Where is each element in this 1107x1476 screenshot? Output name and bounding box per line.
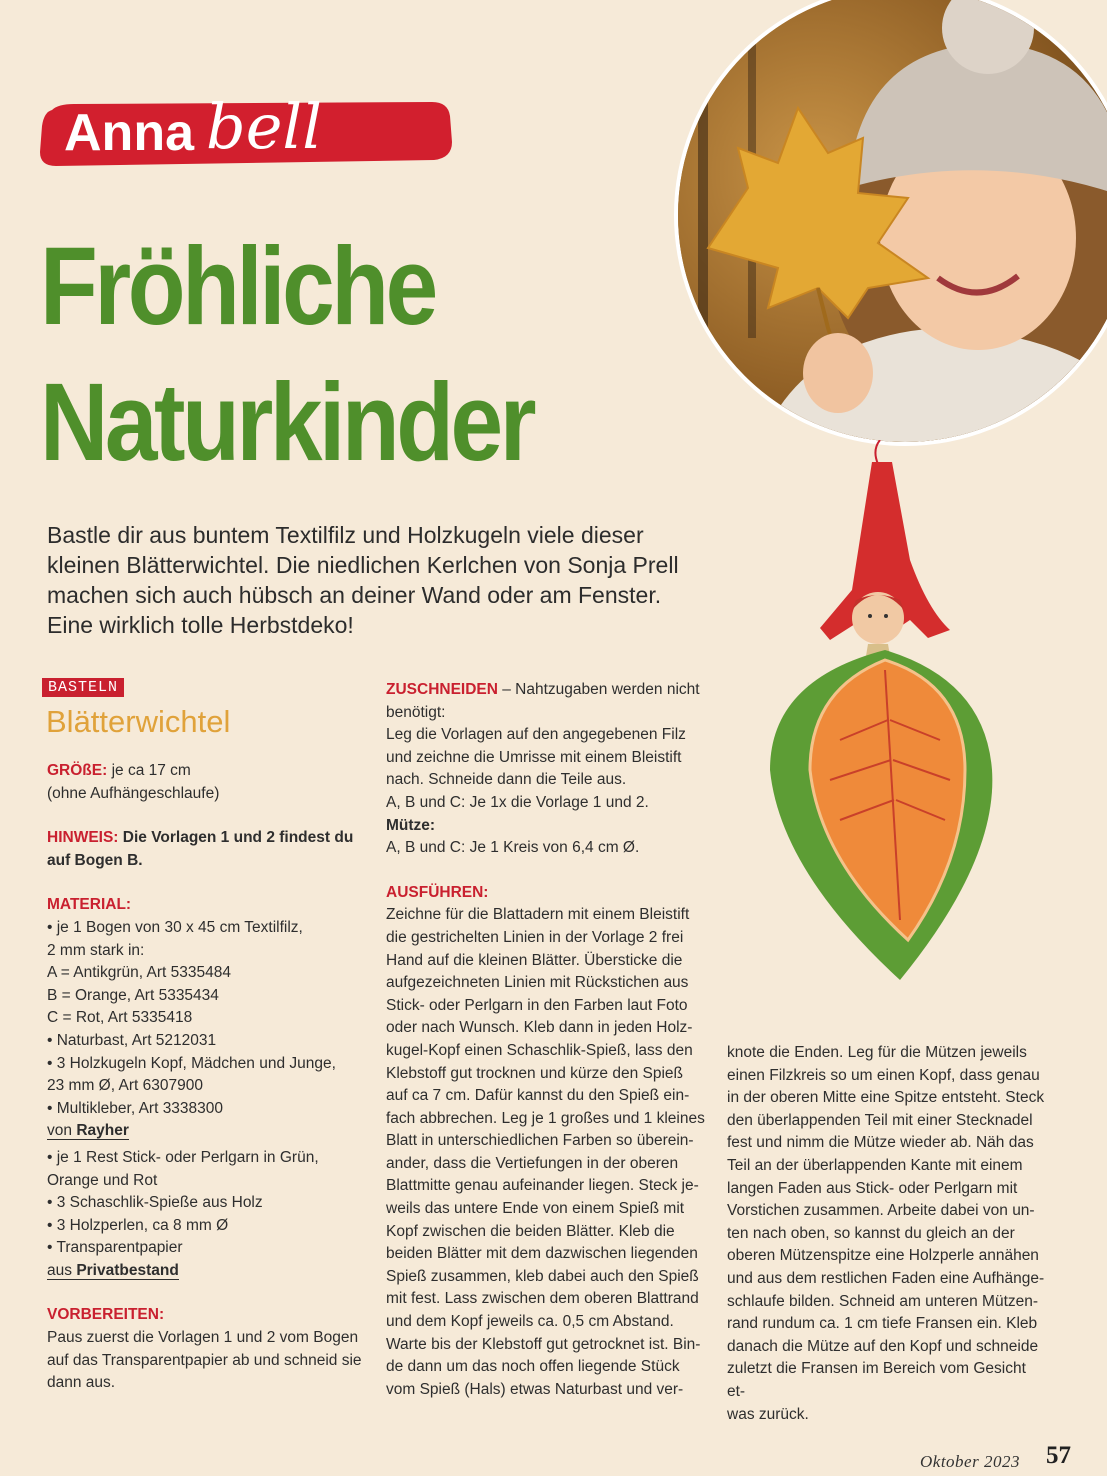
material-line: B = Orange, Art 5335434	[47, 986, 219, 1004]
cut-line-hat: Mütze:	[386, 816, 436, 834]
size-section	[47, 760, 367, 805]
execute-line: beiden Blätter mit dem dazwischen liegenden	[386, 1245, 698, 1263]
material-line: • 3 Schaschlik-Spieße aus Holz	[47, 1194, 263, 1212]
source-name: Privatbestand	[76, 1261, 179, 1279]
source-line	[47, 1262, 179, 1280]
supplier-prefix: von	[47, 1122, 77, 1140]
execute-label: AUSFÜHREN:	[386, 883, 489, 901]
page-number: 57	[1046, 1442, 1071, 1469]
continued-line: schlaufe bilden. Schneid am unteren Mützen-	[727, 1292, 1039, 1310]
continued-line: Vorstichen zusammen. Arbeite dabei von un-	[727, 1202, 1035, 1220]
prepare-line: auf das Transparentpapier ab und schneid sie	[47, 1351, 362, 1369]
execute-line: Kopf zwischen die beiden Blätter. Kleb die	[386, 1222, 675, 1240]
category-tag: BASTELN	[42, 678, 124, 697]
hint-label: HINWEIS:	[47, 829, 119, 847]
execute-line: vom Spieß (Hals) etwas Naturbast und ver-	[386, 1380, 684, 1398]
execute-line: Blattmitte genau aufeinander liegen. Steck je-	[386, 1177, 699, 1195]
material-line: • Naturbast, Art 5212031	[47, 1031, 217, 1049]
material-section	[47, 894, 367, 1282]
material-label: MATERIAL:	[47, 896, 132, 914]
prepare-label: VORBEREITEN:	[47, 1306, 165, 1324]
column-3	[727, 1042, 1047, 1426]
execute-line: Spieß zusammen, kleb dabei auch den Spieß	[386, 1267, 699, 1285]
cut-line: Leg die Vorlagen auf den angegebenen Filz	[386, 726, 686, 744]
column-1	[47, 760, 367, 1395]
issue-date: Oktober 2023	[920, 1452, 1020, 1471]
prepare-section	[47, 1304, 367, 1394]
execute-line: weils das untere Ende von einem Spieß mit	[386, 1200, 685, 1218]
execute-line: Hand auf die kleinen Blätter. Übersticke die	[386, 951, 683, 969]
execute-line: die gestrichelten Linien in der Vorlage 2 frei	[386, 928, 684, 946]
size-value: je ca 17 cm	[107, 762, 191, 779]
continued-line: und aus dem restlichen Faden eine Aufhänge-	[727, 1269, 1045, 1287]
leaf-gnome-craft-illustration	[760, 440, 1010, 1000]
material-line: A = Antikgrün, Art 5335484	[47, 964, 231, 982]
continued-line: fest und nimm die Mütze wieder ab. Näh das	[727, 1134, 1034, 1152]
cut-label: ZUSCHNEIDEN	[386, 681, 498, 698]
execute-line: aufgezeichneten Linien mit Rückstichen aus	[386, 974, 689, 992]
execute-section	[386, 882, 706, 1402]
execute-line: Zeichne für die Blattadern mit einem Bleistift	[386, 906, 690, 924]
logo-text-anna: Anna	[64, 104, 194, 162]
prepare-line: dann aus.	[47, 1374, 116, 1392]
continued-line: einen Filzkreis so um einen Kopf, dass genau	[727, 1066, 1040, 1084]
cut-line: A, B und C: Je 1x die Vorlage 1 und 2.	[386, 793, 649, 811]
project-title: Blätterwichtel	[46, 704, 231, 739]
continued-line: in der oberen Mitte eine Spitze entsteht. Steck	[727, 1089, 1045, 1107]
continued-line: den überlappenden Teil mit einer Stecknadel	[727, 1111, 1033, 1129]
continued-line: ten nach oben, so kannst du gleich an der	[727, 1224, 1015, 1242]
hint-text-2: auf Bogen B.	[47, 851, 143, 869]
size-note: (ohne Aufhängeschlaufe)	[47, 784, 220, 802]
execute-line: kugel-Kopf einen Schaschlik-Spieß, lass den	[386, 1041, 693, 1059]
execute-line: Stick- oder Perlgarn in den Farben laut Foto	[386, 996, 688, 1014]
material-line: • je 1 Rest Stick- oder Perlgarn in Grün,	[47, 1148, 319, 1166]
execute-line: de dann um das noch offen liegende Stück	[386, 1358, 680, 1376]
cut-note: – Nahtzugaben werden nicht	[497, 681, 700, 698]
material-line: • Multikleber, Art 3338300	[47, 1099, 224, 1117]
page-title-line-2: Naturkinder	[40, 361, 534, 484]
execute-line: mit fest. Lass zwischen dem oberen Blattrand	[386, 1290, 699, 1308]
execute-line: Klebstoff gut trocknen und kürze den Spieß	[386, 1064, 683, 1082]
continued-line: zuletzt die Fransen im Bereich vom Gesicht et-	[727, 1360, 1026, 1400]
material-line: C = Rot, Art 5335418	[47, 1009, 193, 1027]
source-prefix: aus	[47, 1261, 77, 1279]
size-label: GRÖßE:	[47, 762, 108, 779]
material-line: • 3 Holzperlen, ca 8 mm Ø	[47, 1216, 229, 1234]
execute-line: Warte bis der Klebstoff gut getrocknet ist. Bin-	[386, 1335, 701, 1353]
logo-text-bell: bell	[206, 90, 323, 163]
cut-line: A, B und C: Je 1 Kreis von 6,4 cm Ø.	[386, 839, 640, 857]
continued-line: oberen Mützenspitze eine Holzperle annähen	[727, 1247, 1039, 1265]
material-line: 2 mm stark in:	[47, 941, 145, 959]
continued-line: langen Faden aus Stick- oder Perlgarn mit	[727, 1179, 1018, 1197]
material-line: 23 mm Ø, Art 6307900	[47, 1077, 203, 1095]
execute-line: auf ca 7 cm. Dafür kannst du den Spieß ein-	[386, 1087, 690, 1105]
execute-line: fach abbrechen. Leg je 1 großes und 1 kleines	[386, 1109, 705, 1127]
cut-section	[386, 679, 706, 860]
supplier-name: Rayher	[76, 1122, 129, 1140]
intro-paragraph: Bastle dir aus buntem Textilfilz und Holzkugeln viele dieser kleinen Blätterwichtel. Die niedlichen Kerlchen von Sonja Prell machen sich auch hübsch an deiner Wand oder am Fenster. Eine wirklich tolle Herbstdeko!	[47, 522, 679, 638]
photo-child-with-leaf	[674, 0, 1107, 446]
material-line: • 3 Holzkugeln Kopf, Mädchen und Junge,	[47, 1054, 336, 1072]
cut-line: nach. Schneide dann die Teile aus.	[386, 771, 627, 789]
column-2	[386, 679, 706, 1401]
cut-line: und zeichne die Umrisse mit einem Bleistift	[386, 748, 682, 766]
continued-line: danach die Mütze auf den Kopf und schneide	[727, 1337, 1039, 1355]
hint-text-1: Die Vorlagen 1 und 2 findest du	[118, 829, 354, 847]
annabell-logo	[34, 90, 458, 176]
execute-line: und dem Kopf jeweils ca. 0,5 cm Abstand.	[386, 1313, 674, 1331]
page-title-line-1: Fröhliche	[40, 225, 435, 348]
execute-line: ander, dass die Vertiefungen in der oberen	[386, 1154, 679, 1172]
material-line: • Transparentpapier	[47, 1239, 183, 1257]
continued-line: knote die Enden. Leg für die Mützen jeweils	[727, 1044, 1027, 1061]
execute-line: oder nach Wunsch. Kleb dann in jeden Holz-	[386, 1019, 693, 1037]
cut-line: benötigt:	[386, 703, 446, 721]
continued-line: Teil an der überlappenden Kante mit einem	[727, 1156, 1023, 1174]
material-line: Orange und Rot	[47, 1171, 158, 1189]
material-line: • je 1 Bogen von 30 x 45 cm Textilfilz,	[47, 918, 303, 936]
execute-line: Blatt in unterschiedlichen Farben so überein-	[386, 1132, 694, 1150]
continued-line: rand rundum ca. 1 cm tiefe Fransen ein. Kleb	[727, 1315, 1038, 1333]
continued-line: was zurück.	[727, 1405, 809, 1423]
hint-section	[47, 827, 367, 872]
supplier-line	[47, 1122, 129, 1140]
prepare-line: Paus zuerst die Vorlagen 1 und 2 vom Bogen	[47, 1329, 359, 1347]
